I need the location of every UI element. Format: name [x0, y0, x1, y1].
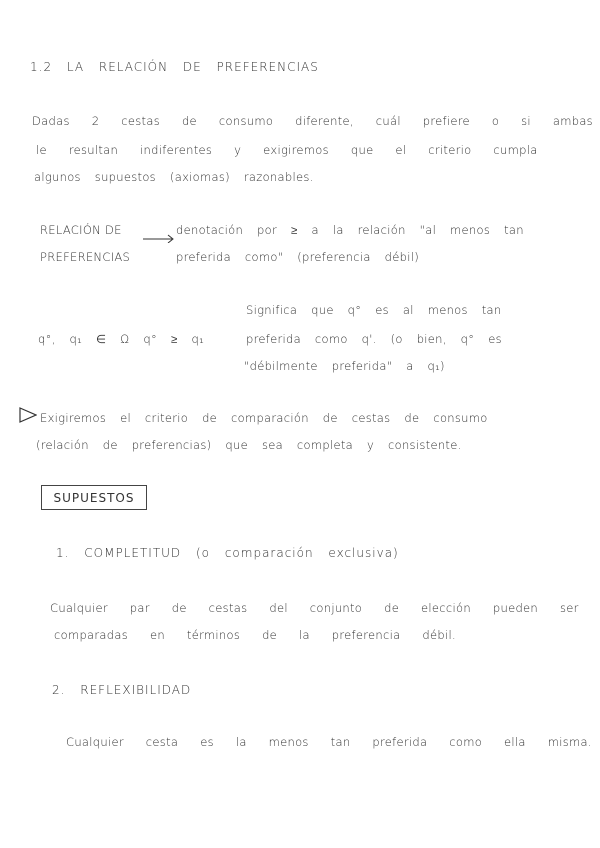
definition-term-line-2: PREFERENCIAS [40, 250, 131, 264]
definition-desc-line-2: preferida como" (preferencia débil) [176, 250, 420, 264]
axiom-1-text-line-2: comparadas en términos de la preferencia débil. [54, 628, 456, 642]
supuestos-box: SUPUESTOS [41, 485, 147, 510]
section-title: 1.2 LA RELACIÓN DE PREFERENCIAS [30, 60, 319, 74]
intro-line-3: algunos supuestos (axiomas) razonables. [34, 170, 314, 184]
axiom-1-text-line-1: Cualquier par de cestas del conjunto de elección pueden ser [50, 601, 579, 615]
intro-line-1: Dadas 2 cestas de consumo diferente, cuál prefiere o si ambas [32, 114, 593, 128]
axiom-2-heading: 2. REFLEXIBILIDAD [52, 683, 192, 697]
definition-desc-line-1: denotación por ≥ a la relación "al menos tan [176, 223, 524, 237]
notation-formula: q°, q₁ ∈ Ω q° ≥ q₁ [38, 332, 205, 346]
notation-meaning-line-2: preferida como q'. (o bien, q° es [246, 332, 502, 346]
requirement-line-1: Exigiremos el criterio de comparación de cestas de consumo [40, 411, 488, 425]
definition-term-line-1: RELACIÓN DE [40, 223, 122, 237]
triangle-bullet-icon [19, 407, 37, 423]
axiom-2-text-line-1: Cualquier cesta es la menos tan preferida como ella misma. [66, 735, 592, 749]
notation-meaning-line-1: Significa que q° es al menos tan [246, 303, 502, 317]
notation-meaning-line-3: "débilmente preferida" a q₁) [244, 359, 445, 373]
requirement-line-2: (relación de preferencias) que sea completa y consistente. [36, 438, 462, 452]
intro-line-2: le resultan indiferentes y exigiremos que el criterio cumpla [36, 143, 538, 157]
arrow-right-icon [143, 233, 175, 243]
axiom-1-heading: 1. COMPLETITUD (o comparación exclusiva) [56, 546, 399, 560]
